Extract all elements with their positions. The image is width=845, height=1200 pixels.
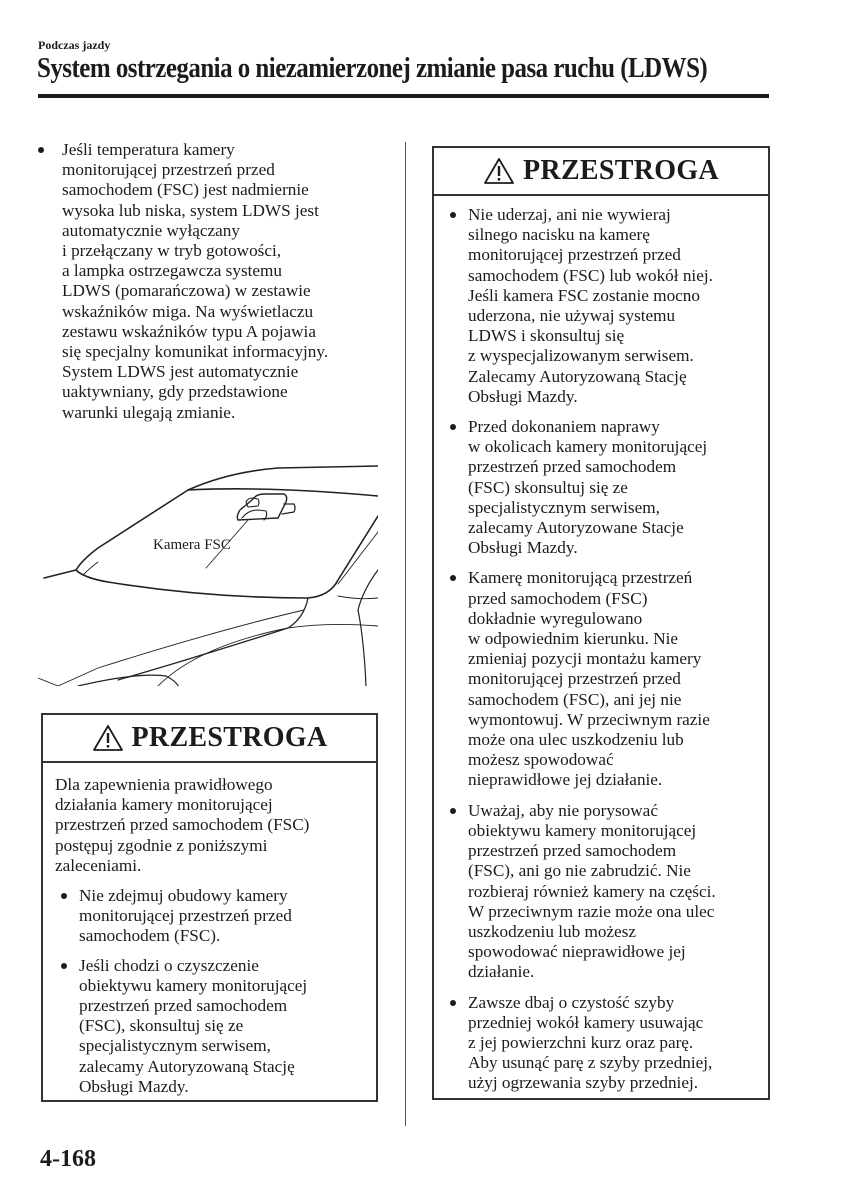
bullet-list: [442, 205, 758, 1094]
text-line: Aby usunąć parę z szyby przedniej,: [468, 1053, 713, 1073]
text-line: rozbieraj również kamery na części.: [468, 881, 716, 901]
text-line: W przeciwnym razie może ona ulec: [468, 901, 715, 921]
caution-box-right: [432, 146, 770, 1100]
bullet-list: [34, 140, 384, 423]
text-line: Jeśli temperatura kamery: [62, 140, 235, 159]
bullet-text: [468, 993, 758, 1094]
text-line: obiektywu kamery monitorującej: [468, 820, 697, 840]
text-line: specjalistycznym serwisem,: [468, 497, 660, 517]
text-line: Przed dokonaniem naprawy: [468, 417, 660, 437]
text-line: monitorującej przestrzeń przed: [468, 669, 681, 689]
windshield-camera-illustration: [38, 450, 378, 686]
text-line: użyj ogrzewania szyby przedniej.: [468, 1073, 699, 1093]
text-line: a lampka ostrzegawcza systemu: [62, 261, 283, 281]
text-line: (FSC), skonsultuj się ze: [79, 1016, 244, 1036]
caution-body: [43, 763, 376, 1097]
text-line: Obsługi Mazdy.: [468, 538, 578, 558]
caution-body: [434, 196, 768, 1094]
text-line: zestawu wskaźników typu A pojawia: [62, 321, 316, 341]
text-line: Jeśli chodzi o czyszczenie: [79, 955, 259, 975]
text-line: z jej powierzchni kurz oraz parę.: [468, 1032, 694, 1052]
list-item: [442, 568, 758, 790]
caution-header: [434, 148, 768, 196]
bullet-icon: [61, 893, 67, 899]
bullet-icon: [450, 575, 456, 581]
text-line: spowodować nieprawidłowe jej: [468, 942, 686, 962]
text-line: Nie zdejmuj obudowy kamery: [79, 886, 288, 906]
text-line: Nie uderzaj, ani nie wywieraj: [468, 205, 671, 224]
caution-title: PRZESTROGA: [131, 721, 328, 753]
text-line: uszkodzeniu lub możesz: [468, 921, 637, 941]
text-line: przestrzeń przed samochodem (FSC): [55, 815, 310, 835]
text-line: monitorującej przestrzeń przed: [79, 906, 292, 926]
text-line: wysoka lub niska, system LDWS jest: [62, 200, 319, 220]
bullet-icon: [450, 1000, 456, 1006]
text-line: uaktywniany, gdy przedstawione: [62, 382, 288, 402]
text-line: LDWS (pomarańczowa) w zestawie: [62, 281, 311, 301]
text-line: Uważaj, aby nie porysować: [468, 800, 658, 820]
bullet-text: [79, 956, 366, 1097]
caution-header: [43, 715, 376, 763]
list-item: [442, 993, 758, 1094]
section-label: Podczas jazdy: [38, 38, 111, 52]
bullet-icon: [450, 212, 456, 218]
text-line: możesz spowodować: [468, 750, 614, 770]
bullet-list: [55, 886, 366, 1097]
text-line: zalecamy Autoryzowaną Stację: [79, 1056, 295, 1076]
list-item: [55, 956, 366, 1097]
caution-intro: [55, 775, 366, 876]
bullet-text: [468, 417, 758, 558]
bullet-text: [468, 801, 758, 983]
text-line: warunki ulegają zmianie.: [62, 402, 236, 422]
page-title: System ostrzegania o niezamierzonej zmianie pasa ruchu (LDWS): [37, 52, 708, 84]
text-line: zalecamy Autoryzowane Stacje: [468, 518, 684, 538]
text-line: w okolicach kamery monitorującej: [468, 437, 708, 457]
column-divider: [405, 142, 406, 1126]
list-item: [55, 886, 366, 947]
text-line: nieprawidłowe jej działanie.: [468, 770, 663, 790]
text-line: Kamerę monitorującą przestrzeń: [468, 568, 693, 588]
text-line: zmieniaj pozycji montażu kamery: [468, 649, 702, 669]
list-item: [34, 140, 384, 423]
text-line: przed samochodem (FSC): [468, 588, 648, 608]
list-item: [442, 801, 758, 983]
bullet-icon: [61, 963, 67, 969]
text-line: zaleceniami.: [55, 855, 142, 875]
caution-box-left: [41, 713, 378, 1102]
text-line: uderzona, nie używaj systemu: [468, 306, 676, 326]
list-item: [442, 205, 758, 407]
text-line: wskaźników miga. Na wyświetlaczu: [62, 301, 314, 321]
text-line: automatycznie wyłączany: [62, 220, 240, 240]
text-line: samochodem (FSC), ani jej nie: [468, 689, 682, 709]
text-line: (FSC), ani go nie zabrudzić. Nie: [468, 861, 691, 881]
text-line: się specjalny komunikat informacyjny.: [62, 342, 329, 362]
text-line: obiektywu kamery monitorującej: [79, 975, 308, 995]
list-item: [442, 417, 758, 558]
text-line: dokładnie wyregulowano: [468, 608, 643, 628]
warning-triangle-icon: [483, 157, 515, 185]
text-line: silnego nacisku na kamerę: [468, 225, 650, 245]
text-line: monitorującej przestrzeń przed: [468, 245, 681, 265]
text-line: (FSC) skonsultuj się ze: [468, 477, 628, 497]
text-line: z wyspecjalizowanym serwisem.: [468, 346, 694, 366]
text-line: Dla zapewnienia prawidłowego: [55, 775, 273, 794]
text-line: działania kamery monitorującej: [55, 795, 273, 815]
text-line: monitorującej przestrzeń przed: [62, 160, 275, 180]
text-line: samochodem (FSC) lub wokół niej.: [468, 265, 713, 285]
text-line: System LDWS jest automatycznie: [62, 362, 299, 382]
text-line: w odpowiednim kierunku. Nie: [468, 629, 679, 649]
text-line: przestrzeń przed samochodem: [468, 457, 677, 477]
text-line: może ona ulec uszkodzeniu lub: [468, 730, 684, 750]
bullet-text: [62, 140, 384, 423]
bullet-text: [468, 568, 758, 790]
text-line: LDWS i skonsultuj się: [468, 326, 625, 346]
text-line: przestrzeń przed samochodem: [468, 841, 677, 861]
caution-title: PRZESTROGA: [523, 154, 719, 186]
text-line: Obsługi Mazdy.: [468, 386, 578, 406]
text-line: samochodem (FSC) jest nadmiernie: [62, 180, 309, 200]
bullet-icon: [450, 808, 456, 814]
text-line: Zalecamy Autoryzowaną Stację: [468, 366, 687, 386]
text-line: postępuj zgodnie z poniższymi: [55, 835, 268, 855]
page-number: 4-168: [40, 1146, 96, 1172]
bullet-text: [79, 886, 366, 947]
text-line: przedniej wokół kamery usuwając: [468, 1012, 704, 1032]
text-line: przestrzeń przed samochodem: [79, 996, 288, 1016]
text-line: Zawsze dbaj o czystość szyby: [468, 992, 675, 1012]
text-line: działanie.: [468, 962, 535, 982]
bullet-icon: [38, 147, 44, 153]
title-rule: [38, 94, 769, 98]
bullet-icon: [450, 424, 456, 430]
left-intro-bullet: [34, 140, 384, 432]
text-line: Jeśli kamera FSC zostanie mocno: [468, 285, 700, 305]
figure-label: Kamera FSC: [153, 537, 231, 553]
text-line: wymontowuj. W przeciwnym razie: [468, 709, 710, 729]
text-line: Obsługi Mazdy.: [79, 1076, 189, 1096]
text-line: samochodem (FSC).: [79, 926, 221, 946]
warning-triangle-icon: [92, 724, 124, 752]
text-line: i przełączany w tryb gotowości,: [62, 241, 282, 261]
text-line: specjalistycznym serwisem,: [79, 1036, 271, 1056]
bullet-text: [468, 205, 758, 407]
